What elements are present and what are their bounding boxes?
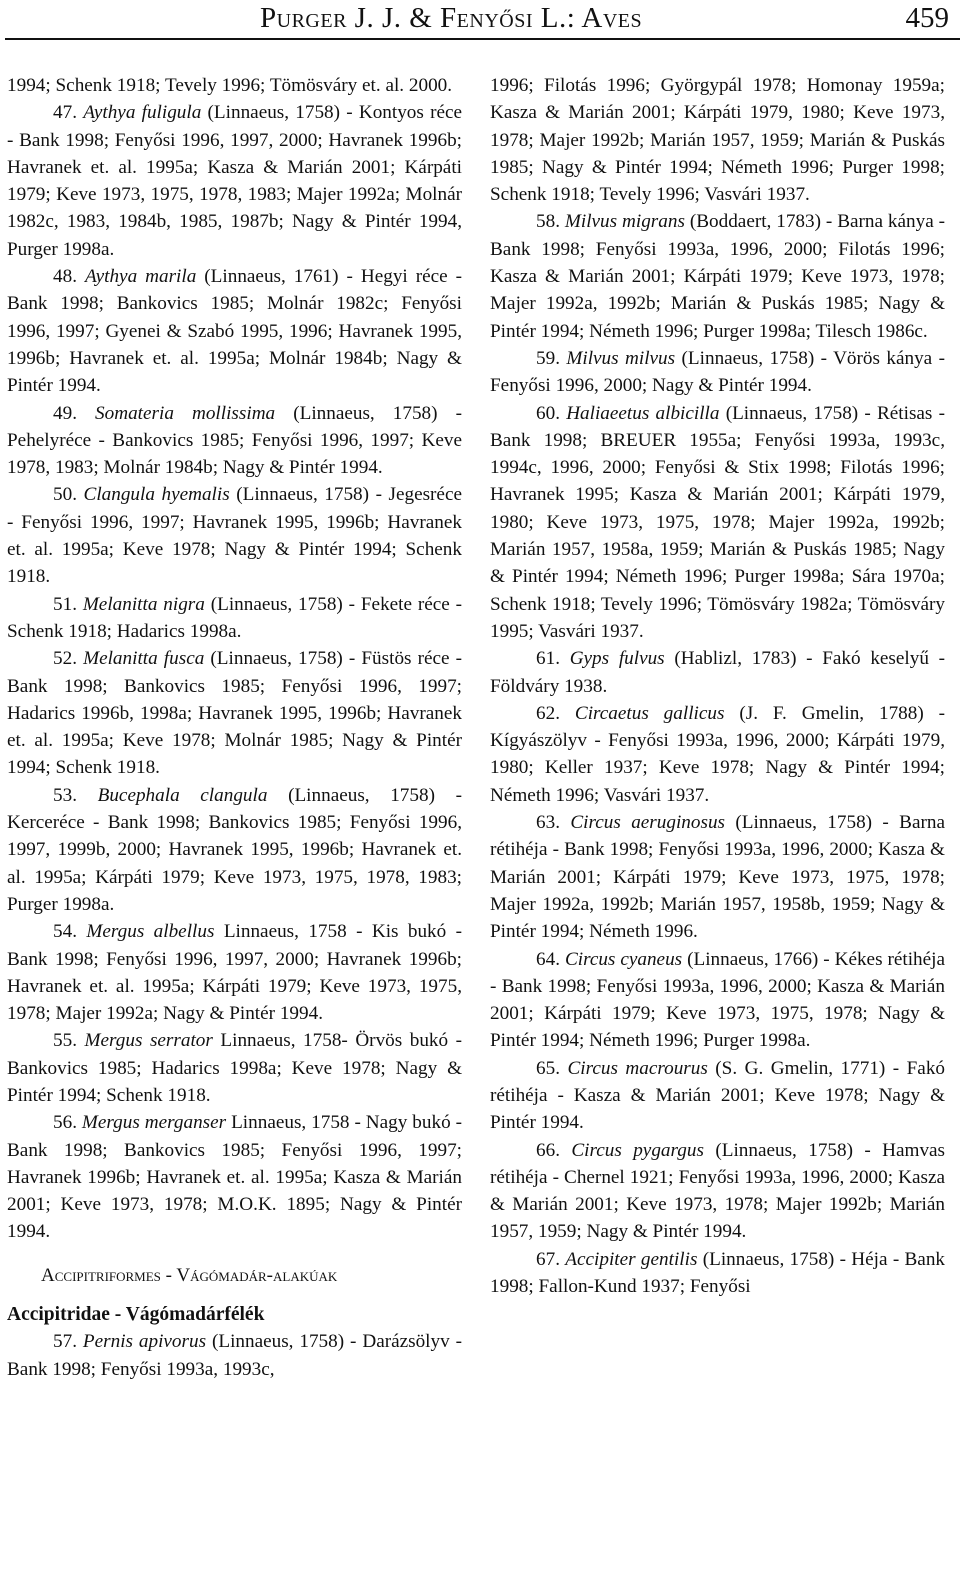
entry-text: (Linnaeus, 1758) - Kerceréce - Bank 1998; Bankovics 1985; Fenyősi 1996, 1997, 1999b, 2000; Havranek 1995, 1996b; Havranek et. al. 1995a; Kárpáti 1979; Keve 1973, 1975, 1978, 1983; Purger 1998a. [7,784,462,915]
family-heading: Accipitridae - Vágómadárfélék [7,1304,265,1326]
entry-number: 47. [53,102,77,124]
species-name: Milvus migrans [564,211,685,233]
species-name: Melanitta nigra [82,593,205,615]
species-name: Circus pygargus [571,1139,704,1161]
species-entry [7,645,462,781]
entry-text: (Linnaeus, 1761) - Hegyi réce - Bank 1998; Bankovics 1985; Molnár 1982c; Fenyősi 1996, 1997; Gyenei & Szabó 1995, 1996; Havranek 1995, 1996b; Havranek et. al. 1995a; Molnár 1984b; Nagy & Pintér 1994. [7,266,462,397]
species-name: Circus aeruginosus [570,812,726,834]
entry-text: Linnaeus, 1758 - Kis bukó - Bank 1998; Fenyősi 1996, 1997, 2000; Havranek 1996b; Havranek et. al. 1995a; Kárpáti 1979; Keve 1973, 1975, 1978; Majer 1992a; Nagy & Pintér 1994. [7,921,463,1025]
species-entry [7,1027,462,1109]
species-name: Circaetus gallicus [574,702,725,724]
running-header [5,0,955,38]
entry-text: (Linnaeus, 1758) - Fekete réce - Schenk 1918; Hadarics 1998a. [7,593,463,642]
entry-number: 48. [53,266,77,288]
entry-number: 51. [53,593,77,615]
entry-number: 62. [536,702,560,724]
species-name: Milvus milvus [566,347,676,369]
entry-number: 54. [53,921,77,943]
entry-text: (Linnaeus, 1758) - Hamvas rétihéja - Chernel 1921; Fenyősi 1993a, 1996, 2000; Kasza & Marián 2001; Keve 1973, 1978; Majer 1992b; Marián 1957, 1959; Nagy & Pintér 1994. [490,1139,946,1243]
species-name: Pernis apivorus [82,1331,207,1353]
species-entry [7,72,462,99]
species-name: Aythya marila [84,266,197,288]
entry-number: 60. [536,402,560,424]
entry-number: 59. [536,347,560,369]
species-entry [490,1137,945,1246]
species-name: Bucephala clangula [97,784,268,806]
species-name: Circus cyaneus [564,948,683,970]
entry-number: 49. [53,402,77,424]
species-name: Accipiter gentilis [565,1248,698,1270]
right-column [490,72,945,1300]
entry-text: (Linnaeus, 1758) - Jegesréce - Fenyősi 1996, 1997; Havranek 1995, 1996b; Havranek et. al. 1995a; Keve 1978; Nagy & Pintér 1994; Schenk 1918. [7,484,462,588]
species-entry [490,400,945,646]
entry-number: 61. [536,648,560,670]
section-heading: Accipitriformes - Vágómadár-alakúak [41,1264,338,1286]
species-name: Aythya fuligula [83,102,202,124]
right-entries [490,72,945,1300]
species-name: Haliaeetus albicilla [566,402,720,424]
species-name: Circus macrourus [567,1057,708,1079]
entry-number: 64. [536,948,560,970]
species-entry [490,700,945,809]
species-name: Gyps fulvus [569,648,665,670]
entry-number: 56. [53,1112,77,1134]
entry-text: (Linnaeus, 1758) - Rétisas - Bank 1998; BREUER 1955a; Fenyősi 1993a, 1993c, 1994c, 1996, 2000; Fenyősi & Stix 1998; Filotás 1996; Havranek 1995; Kasza & Marián 2001; Kárpáti 1979, 1980; Keve 1973, 1975, 1978; Majer 1992a, 1992b; Marián 1957, 1958a, 1959; Marián & Puskás 1985; Nagy & Pintér 1994; Németh 1996; Purger 1998a; Sára 1970a; Schenk 1918; Tevely 1996; Tömösváry 1982a; Tömösváry 1995; Vasvári 1937. [490,402,945,642]
entry-text: (Linnaeus, 1758) - Pehelyréce - Bankovics 1985; Fenyősi 1996, 1997; Keve 1978, 1983; Molnár 1984b; Nagy & Pintér 1994. [7,402,462,479]
entry-text: (Linnaeus, 1758) - Héja - Bank 1998; Fallon-Kund 1937; Fenyősi [490,1248,946,1298]
page-number: 459 [905,2,949,34]
entry-number: 53. [53,784,77,806]
species-name: Melanitta fusca [83,648,205,670]
entry-number: 57. [53,1331,77,1353]
species-entry [7,782,462,918]
species-entry [7,263,462,399]
entry-number: 63. [536,812,560,834]
entry-text: (Linnaeus, 1758) - Füstös réce - Bank 1998; Bankovics 1985; Fenyősi 1996, 1997; Hadarics 1996b, 1998a; Havranek 1995, 1996b; Havranek et. al. 1995a; Keve 1978; Molnár 1985; Nagy & Pintér 1994; Schenk 1918. [7,648,463,779]
entry-number: 52. [53,648,77,670]
entry-text: 1996; Filotás 1996; Györgypál 1978; Homonay 1959a; Kasza & Marián 2001; Kárpáti 1979, 1980; Keve 1973, 1978; Majer 1992b; Marián 1957, 1959; Marián & Puskás 1985; Nagy & Pintér 1994; Németh 1996; Purger 1998; Schenk 1918; Tevely 1996; Vasvári 1937. [490,75,945,206]
species-entry [490,946,945,1055]
species-entry [7,591,462,646]
species-entry [490,345,945,400]
running-title: Purger J. J. & Fenyősi L.: Aves [260,2,643,34]
entry-text: (J. F. Gmelin, 1788) - Kígyászölyv - Fenyősi 1993a, 1996, 2000; Kárpáti 1979, 1980; Keller 1937; Keve 1978; Nagy & Pintér 1994; Németh 1996; Vasvári 1937. [490,702,946,806]
entry-text: Linnaeus, 1758- Örvös bukó - Bankovics 1985; Hadarics 1998a; Keve 1978; Nagy & Pintér 1994; Schenk 1918. [7,1030,463,1106]
species-entry [7,1109,462,1245]
header-rule [5,38,960,40]
entry-number: 67. [536,1248,560,1270]
species-entry [490,645,945,700]
species-entry [490,1246,945,1301]
entry-text: (Linnaeus, 1758) - Darázsölyv - Bank 1998; Fenyősi 1993a, 1993c, [7,1331,462,1380]
entry-number: 55. [53,1030,77,1052]
entry-text: (Linnaeus, 1766) - Kékes rétihéja - Bank 1998; Fenyősi 1993a, 1996, 2000; Kasza & Marián 2001; Kárpáti 1979; Keve 1973, 1975, 1978; Nagy & Pintér 1994; Németh 1996; Purger 1998a. [490,948,946,1052]
left-entries-after [7,1328,462,1383]
species-entry [7,481,462,590]
species-entry [7,1328,462,1383]
entry-text: (Hablizl, 1783) - Fakó keselyű - Földváry 1938. [490,648,946,697]
species-entry [490,809,945,945]
entry-number: 65. [536,1057,560,1079]
species-entry [7,918,462,1027]
entry-text: (Boddaert, 1783) - Barna kánya - Bank 1998; Fenyősi 1993a, 1996, 2000; Filotás 1996; Kasza & Marián 2001; Kárpáti 1979; Keve 1973, 1978; Majer 1992a, 1992b; Marián & Puskás 1985; Nagy & Pintér 1994; Németh 1996; Purger 1998a; Tilesch 1986c. [490,211,946,342]
entry-text: Linnaeus, 1758 - Nagy bukó - Bank 1998; Bankovics 1985; Fenyősi 1996, 1997; Havranek 1996b; Havranek et. al. 1995a; Kasza & Marián 2001; Keve 1973, 1978; M.O.K. 1895; Nagy & Pintér 1994. [7,1112,462,1243]
species-name: Clangula hyemalis [83,484,230,506]
species-entry [490,72,945,208]
entry-text: (S. G. Gmelin, 1771) - Fakó rétihéja - Kasza & Marián 2001; Keve 1978; Nagy & Pintér 1994. [490,1057,946,1134]
left-entries [7,72,462,1246]
entry-text: (Linnaeus, 1758) - Barna rétihéja - Bank 1998; Fenyősi 1993a, 1996, 2000; Kasza & Marián 2001; Kárpáti 1979; Keve 1973, 1975, 1978; Majer 1992a, 1992b; Marián 1957, 1958b, 1959; Nagy & Pintér 1994; Németh 1996. [490,812,945,943]
entry-text: 1994; Schenk 1918; Tevely 1996; Tömösváry et. al. 2000. [7,75,453,96]
species-name: Mergus albellus [86,921,215,943]
species-name: Somateria mollissima [95,402,276,424]
species-entry [7,400,462,482]
entry-text: (Linnaeus, 1758) - Kontyos réce - Bank 1998; Fenyősi 1996, 1997, 2000; Havranek 1996b; Havranek et. al. 1995a; Kasza & Marián 2001; Kárpáti 1979; Keve 1973, 1975, 1978, 1983; Majer 1992a; Molnár 1982c, 1983, 1984b, 1985, 1987b; Nagy & Pintér 1994, Purger 1998a. [7,102,463,260]
entry-number: 50. [53,484,77,506]
left-column [7,72,462,1383]
species-name: Mergus merganser [81,1112,227,1134]
species-name: Mergus serrator [84,1030,213,1052]
species-entry [490,1055,945,1137]
entry-text: (Linnaeus, 1758) - Vörös kánya - Fenyősi 1996, 2000; Nagy & Pintér 1994. [490,347,945,397]
entry-number: 66. [536,1139,560,1161]
entry-number: 58. [536,211,560,233]
species-entry [7,99,462,263]
species-entry [490,208,945,344]
